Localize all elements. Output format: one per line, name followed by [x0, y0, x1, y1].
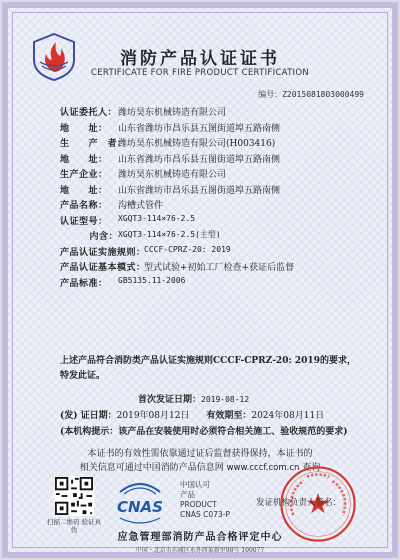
expiry-value: 2024年08月11日 [251, 411, 325, 421]
field-label: 内含： [89, 232, 118, 242]
field-label: 产品认证实施规则： [60, 247, 146, 258]
field-label: 产品标准： [60, 278, 108, 289]
field-value: GB5135.11-2006 [118, 275, 186, 285]
certificate-fields [60, 105, 380, 291]
qr-code-icon [54, 476, 94, 516]
first-issue-date-row [138, 392, 249, 405]
field-label: 产品认证基本模式： [60, 263, 146, 273]
issue-date-value: 2019年08月12日 [116, 411, 190, 421]
issue-date-row [60, 408, 324, 421]
certificate-title: 消防产品认证证书 [120, 49, 280, 69]
field-row [60, 276, 380, 292]
field-label: 地 址： [60, 123, 108, 134]
cnas-line-4: CNAS C073-P [180, 510, 230, 519]
field-label: 产品名称： [60, 201, 108, 211]
cnas-logo-text: CNAS [117, 498, 163, 516]
installation-note [60, 424, 348, 437]
certificate-page [2, 2, 398, 558]
info-website-link[interactable]: www.cccf.com.cn [226, 463, 300, 473]
field-value: 潍坊昊东机械铸造有限公司 [118, 170, 227, 180]
field-label: 生 产 者： [60, 139, 127, 149]
field-row [60, 183, 380, 199]
info-lookup-suffix: 查询 [302, 463, 321, 473]
field-value: CCCF-CPRZ-20: 2019 [144, 244, 231, 254]
field-label: 认证委托人： [60, 108, 118, 118]
field-row [60, 105, 380, 121]
field-row [60, 245, 380, 261]
field-value: XGQT3-114×76-2.5(主型) [118, 230, 221, 239]
field-label: 认证型号： [60, 216, 108, 227]
expiry-label: 有效期至： [206, 411, 252, 421]
field-label: 地 址： [60, 154, 108, 165]
validity-note-line1-text: 本证书的有效性需依靠通过证后监督获得保持，本证书的 [87, 449, 313, 459]
field-value: 潍坊昊东机械铸造有限公司(H003416) [118, 139, 276, 149]
cnas-line-3: PRODUCT [180, 500, 217, 509]
field-row [60, 167, 380, 183]
field-value: 型式试验+初始工厂检查+获证后监督 [144, 263, 295, 273]
field-row [60, 121, 380, 137]
qr-caption: 扫描二维码 验证真伪 [46, 518, 102, 534]
field-value: 潍坊昊东机械铸造有限公司 [118, 108, 227, 118]
info-lookup-prefix: 相关信息可通过中国消防产品信息网 [79, 463, 224, 473]
cnas-line-1: 中国认可 [180, 480, 210, 489]
field-value: 山东省潍坊市昌乐县五图街道埠五路南侧 [118, 123, 281, 134]
issuing-organization: 应急管理部消防产品合格评定中心 [117, 532, 283, 543]
first-issue-label: 首次发证日期： [138, 395, 202, 405]
field-row [60, 214, 380, 230]
validity-note [8, 446, 392, 459]
field-label: 地 址： [60, 185, 108, 196]
cnas-line-2: 产品 [180, 490, 195, 499]
field-row [60, 229, 380, 245]
field-value: 山东省潍坊市昌乐县五图街道埠五路南侧 [118, 185, 281, 196]
certificate-title-english: CERTIFICATE FOR FIRE PRODUCT CERTIFICATION [90, 68, 310, 78]
conformity-statement [60, 354, 360, 384]
field-row [60, 260, 380, 276]
statement-text: 上述产品符合消防类产品认证实施规则CCCF-CPRZ-20: 2019的要求，特发此证。 [60, 356, 356, 381]
organization-address: 中国・北京市东城区永外西革新里98号 100077 [135, 547, 265, 554]
field-value: XGQT3-114×76-2.5 [118, 213, 196, 223]
field-row [60, 198, 380, 214]
field-label: 生产企业： [60, 170, 108, 180]
field-value: 山东省潍坊市昌乐县五图街道埠五路南侧 [118, 154, 281, 165]
cnas-accreditation-info [180, 480, 230, 520]
installation-note-text: (本机构提示：该产品在安装使用时必须符合相关施工、验收规范的要求) [60, 427, 348, 437]
cnas-accreditation-logo-icon [112, 478, 168, 528]
certificate-number: 编号：Z2015081803000499 [258, 90, 364, 99]
signature-label: 发证机构负责人签名： [256, 498, 342, 508]
field-row [60, 136, 380, 152]
field-value: 沟槽式管件 [118, 201, 164, 211]
field-row [60, 152, 380, 168]
first-issue-value: 2019-08-12 [201, 395, 250, 404]
issue-date-label: (发) 证日期： [60, 411, 117, 421]
